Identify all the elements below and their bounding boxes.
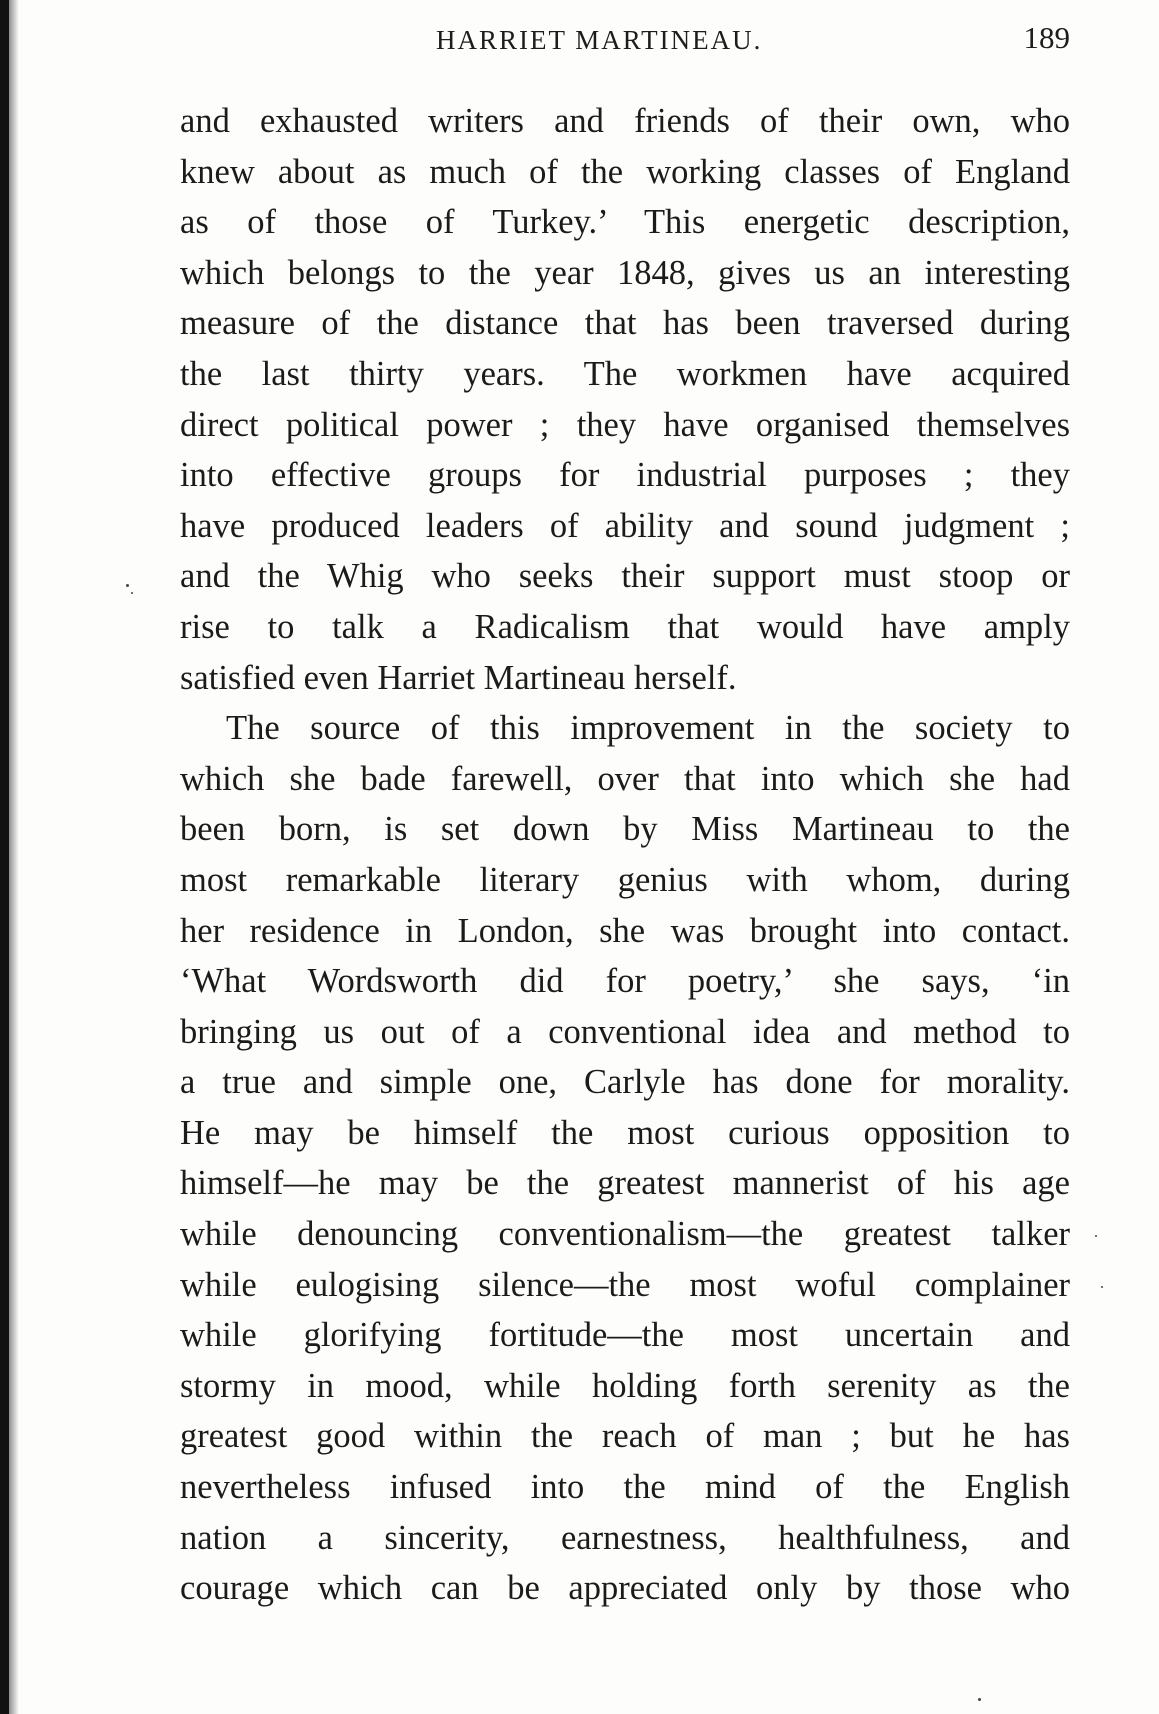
text-line: measure of the distance that has been traversed during — [180, 304, 1070, 343]
ink-speck — [1095, 1235, 1097, 1237]
ink-speck — [131, 592, 133, 594]
text-line: her residence in London, she was brought into contact. — [180, 911, 1070, 950]
body-text — [180, 96, 1070, 1614]
running-title: HARRIET MARTINEAU. — [436, 25, 763, 55]
text-line: nevertheless infused into the mind of the English — [180, 1468, 1070, 1507]
ink-speck — [126, 584, 129, 587]
text-line: the last thirty years. The workmen have acquired — [180, 354, 1070, 393]
text-line: most remarkable literary genius with whom, during — [180, 860, 1070, 899]
text-line: courage which can be appreciated only by those who — [180, 1569, 1070, 1608]
text-line: nation a sincerity, earnestness, healthfulness, and — [180, 1518, 1070, 1557]
ink-speck — [1101, 1286, 1103, 1288]
text-line: himself—he may be the greatest mannerist of his age — [180, 1164, 1070, 1203]
text-line: The source of this improvement in the society to — [226, 709, 1070, 748]
text-line: knew about as much of the working classes of England — [180, 152, 1070, 191]
text-line: while eulogising silence—the most woful complainer — [180, 1265, 1070, 1304]
page-number: 189 — [1023, 20, 1070, 55]
text-line: direct political power ; they have organised themselves — [180, 405, 1070, 444]
binding-shadow — [9, 0, 19, 1714]
text-line: ‘What Wordsworth did for poetry,’ she says, ‘in — [180, 962, 1070, 1001]
text-line: into effective groups for industrial purposes ; they — [180, 456, 1070, 495]
text-line: a true and simple one, Carlyle has done for morality. — [180, 1063, 1070, 1102]
text-line: and exhausted writers and friends of their own, who — [180, 102, 1070, 140]
text-line: as of those of Turkey.’ This energetic description, — [180, 203, 1070, 242]
text-line: have produced leaders of ability and sound judgment ; — [180, 506, 1070, 545]
text-line: which belongs to the year 1848, gives us an interesting — [180, 253, 1070, 292]
paragraph-1 — [180, 96, 1070, 703]
text-line: He may be himself the most curious opposition to — [180, 1113, 1070, 1152]
ink-speck — [978, 1698, 981, 1701]
text-line: stormy in mood, while holding forth serenity as the — [180, 1366, 1070, 1405]
text-line: bringing us out of a conventional idea and method to — [180, 1012, 1070, 1051]
text-line: and the Whig who seeks their support must stoop or — [180, 557, 1070, 596]
binding-edge — [0, 0, 9, 1714]
text-line: which she bade farewell, over that into which she had — [180, 759, 1070, 798]
text-line: satisfied even Harriet Martineau herself. — [180, 658, 737, 697]
text-line: greatest good within the reach of man ; but he has — [180, 1417, 1070, 1456]
text-line: rise to talk a Radicalism that would have amply — [180, 607, 1070, 646]
running-head — [180, 20, 1070, 60]
text-line: been born, is set down by Miss Martineau to the — [180, 810, 1070, 849]
paragraph-2 — [180, 703, 1070, 1614]
text-line: while glorifying fortitude—the most uncertain and — [180, 1316, 1070, 1355]
text-line: while denouncing conventionalism—the greatest talker — [180, 1215, 1070, 1254]
